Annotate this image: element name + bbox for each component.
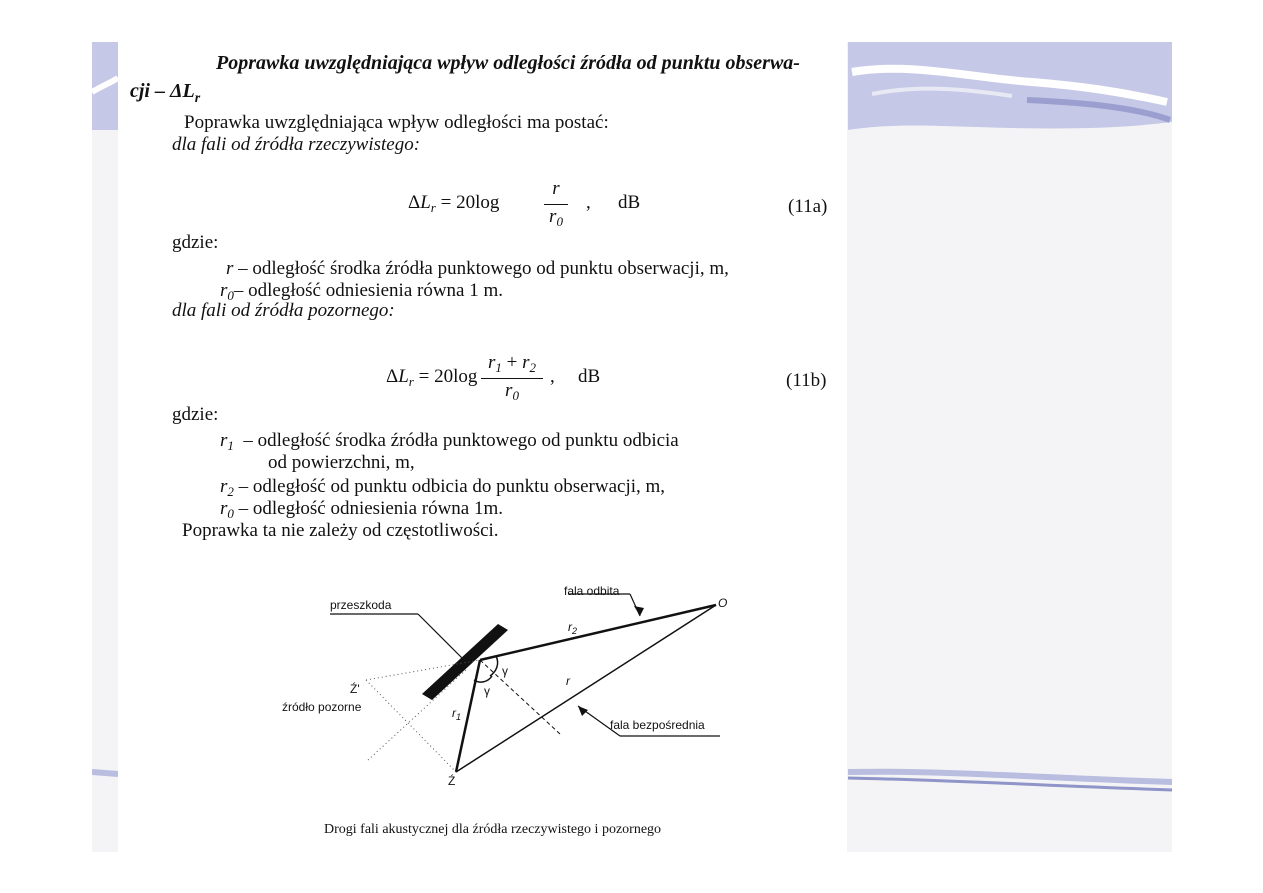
label-r2-sub: 2 — [572, 626, 578, 636]
eq-a-var: L — [420, 192, 431, 213]
label-observer: O — [718, 596, 728, 610]
where-b-item2-sub: 2 — [227, 484, 234, 499]
eq-a-equals: = 20log — [440, 192, 500, 213]
label-r1-sub: 1 — [456, 712, 462, 722]
eq-a-comma: , — [586, 192, 591, 213]
figure-caption: Drogi fali akustycznej dla źródła rzeczywistego i pozornego — [324, 822, 662, 837]
where-b-item1 — [220, 430, 679, 454]
eq-b-denominator — [481, 380, 543, 404]
label-r: r — [566, 674, 570, 688]
where-a-heading: gdzie: — [172, 232, 219, 253]
where-a-item2-sub: 0 — [227, 288, 234, 303]
eq-b-num-sub2: 2 — [529, 360, 537, 375]
label-r2 — [568, 620, 577, 636]
label-gamma-1: γ — [502, 664, 508, 678]
label-r1 — [452, 706, 461, 722]
where-b-item3-text: – odległość odniesienia równa 1m. — [238, 498, 504, 519]
closing-text: Poprawka ta nie zależy od częstotliwości. — [182, 520, 499, 541]
where-b-item1-cont: od powierzchni, m, — [268, 452, 415, 473]
eq-b-num-plus: + — [501, 352, 523, 373]
intro-b: dla fali od źródła pozornego: — [172, 300, 395, 321]
section-title-line2 — [130, 80, 200, 107]
eq-b-comma: , — [550, 366, 555, 387]
eq-a-denominator — [544, 206, 568, 230]
where-b-item1-var: r — [220, 430, 228, 451]
fraction-bar — [544, 204, 568, 205]
eq-b-num-sub1: 1 — [495, 360, 502, 375]
where-a-item1 — [226, 258, 729, 280]
eq-a-unit: dB — [618, 192, 641, 213]
eq-b-equals: = 20log — [418, 366, 478, 387]
eq-a-den-sub: 0 — [556, 214, 563, 229]
eq-b-delta: Δ — [386, 366, 399, 387]
where-a-item1-var: r — [226, 258, 234, 279]
where-b-item2-text: – odległość od punktu odbicia do punktu obserwacji, m, — [238, 476, 666, 497]
where-b-item3-sub: 0 — [227, 506, 234, 521]
equation-11a-lhs — [408, 192, 499, 216]
section-title-line1: Poprawka uwzględniająca wpływ odległości źródła od punktu obserwa- — [216, 52, 800, 74]
eq-b-den-var: r — [505, 380, 513, 401]
title-sub: r — [194, 91, 201, 106]
where-b-item1-sub: 1 — [227, 438, 234, 453]
eq-b-num-var1: r — [487, 352, 496, 373]
title-prefix: cji – Δ — [130, 80, 183, 102]
title-var: L — [182, 80, 195, 102]
where-a-item2-text: – odległość odniesienia równa 1 m. — [233, 280, 504, 301]
where-b-item2 — [220, 476, 665, 500]
where-a-item2-var: r — [220, 280, 228, 301]
where-a-item1-text: – odległość środka źródła punktowego od punktu obserwacji, m, — [238, 258, 729, 279]
eq-a-den-var: r — [549, 206, 557, 227]
label-reflected-wave: fala odbita — [564, 584, 620, 598]
eq-b-numerator — [481, 352, 543, 376]
equation-11a-fraction — [544, 178, 568, 230]
eq-a-label: (11a) — [788, 196, 828, 217]
label-r2-var: r — [568, 620, 572, 634]
label-direct-wave: fala bezpośrednia — [610, 718, 705, 732]
eq-a-delta: Δ — [408, 192, 421, 213]
eq-a-numerator: r — [552, 178, 560, 199]
document-page — [118, 42, 847, 852]
reflected-path — [480, 605, 716, 660]
label-image-source-text: źródło pozorne — [282, 700, 362, 714]
label-r1-var: r — [452, 706, 456, 720]
where-b-item2-var: r — [220, 476, 228, 497]
label-source: Ź — [448, 774, 456, 788]
fraction-bar — [481, 378, 543, 379]
eq-b-unit: dB — [578, 366, 601, 387]
where-b-heading: gdzie: — [172, 404, 219, 425]
eq-b-den-sub: 0 — [512, 388, 519, 403]
intro-line2: dla fali od źródła rzeczywistego: — [172, 134, 421, 155]
label-obstacle: przeszkoda — [330, 598, 392, 612]
eq-b-num-var2: r — [522, 352, 530, 373]
where-b-item1-text: – odległość środka źródła punktowego od punktu odbicia — [243, 430, 679, 451]
label-image-source: Ź' — [350, 682, 360, 696]
eq-b-label: (11b) — [786, 370, 827, 391]
where-b-item3 — [220, 498, 503, 522]
obstacle-bar — [422, 624, 508, 700]
equation-11b-lhs — [386, 366, 477, 390]
eq-a-sub: r — [430, 200, 436, 215]
where-b-item3-var: r — [220, 498, 228, 519]
eq-b-sub: r — [408, 374, 414, 389]
label-gamma-2: γ — [484, 684, 490, 698]
intro-line1: Poprawka uwzględniająca wpływ odległości ma postać: — [184, 112, 609, 133]
equation-11b-fraction — [481, 352, 543, 404]
eq-b-var: L — [398, 366, 409, 387]
